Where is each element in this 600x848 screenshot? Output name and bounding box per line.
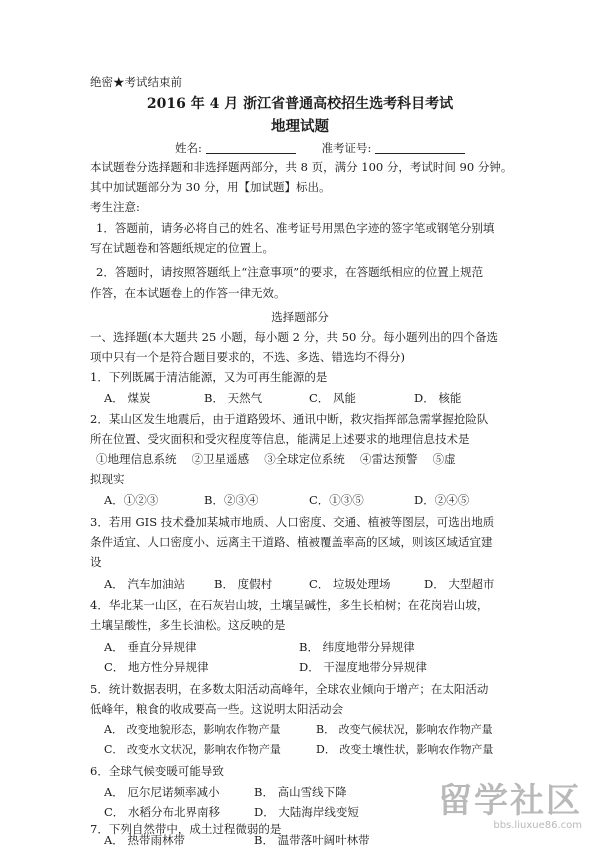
q3-option-b: B． 度假村 [214, 577, 273, 591]
q4-stem-1: 4．华北某一山区，在石灰岩山坡，土壤呈碱性，多生长柏树；在花岗岩山坡， [90, 598, 489, 612]
q7-options-row-1 [104, 833, 370, 847]
watermark-url: bbs.liuxue86.com [493, 820, 582, 831]
q3-option-d: D． 大型超市 [424, 577, 495, 591]
name-blank [206, 141, 296, 154]
q6-stem: 6．全球气候变暖可能导致 [90, 764, 224, 778]
q2-items-2: 拟现实 [90, 472, 125, 486]
q3-stem-2: 条件适宜、人口密度小、远离主干道路、植被覆盖率高的区域，则该区域适宜建 [90, 535, 493, 549]
q4-options-row-1 [104, 637, 415, 657]
q5-stem-1: 5．统计数据表明，在多数太阳活动高峰年，全球农业倾向于增产；在太阳活动 [90, 682, 489, 696]
note-2-line-2: 作答，在本试题卷上的作答一律无效。 [90, 286, 286, 300]
note-1-line-2: 写在试题卷和答题纸规定的位置上。 [90, 241, 274, 255]
watermark-logo: 留学社区 [438, 781, 582, 821]
q2-stem-2: 所在位置、受灾面积和受灾程度等信息，能满足上述要求的地理信息技术是 [90, 432, 470, 446]
q3-option-a: A． 汽车加油站 [104, 577, 185, 591]
q5-option-c: C． 改变水文状况，影响农作物产量 [104, 743, 281, 756]
q1-options [104, 388, 461, 408]
name-id-row [175, 138, 475, 158]
q2-options [104, 490, 469, 510]
exam-title: 2016 年 4 月 浙江省普通高校招生选考科目考试 [146, 96, 454, 112]
id-label: 准考证号: [321, 141, 372, 155]
note-2-line-1: 2．答题时，请按照答题纸上“注意事项”的要求，在答题纸相应的位置上规范 [96, 265, 484, 279]
q4-option-d: D． 干湿度地带分异规律 [299, 660, 427, 674]
q4-options-row-2 [104, 657, 427, 677]
q4-option-a: A． 垂直分异规律 [104, 640, 197, 654]
note-1-line-1: 1．答题前，请务必将自己的姓名、准考证号用黑色字迹的签字笔或钢笔分别填 [96, 221, 495, 235]
q6-option-b: B． 高山雪线下降 [254, 785, 347, 799]
q7-stem: 7．下列自然带中，成土过程微弱的是 [90, 822, 282, 836]
q5-option-d: D． 改变土壤性状，影响农作物产量 [316, 743, 494, 756]
q6-option-d: D． 大陆海岸线变短 [254, 805, 359, 819]
section-intro-1: 一、选择题(本大题共 25 小题，每小题 2 分，共 50 分。每小题列出的四个备选 [90, 330, 498, 344]
q2-items-1: ①地理信息系统 ②卫星遥感 ③全球定位系统 ④雷达预警 ⑤虚 [96, 452, 456, 466]
q2-option-d: D．②④⑤ [414, 493, 470, 507]
q4-stem-2: 土壤呈酸性，多生长油松。这反映的是 [90, 618, 286, 632]
q3-options [104, 574, 494, 594]
secret-label: 绝密★考试结束前 [90, 75, 182, 89]
q6-options-row-1 [104, 782, 347, 802]
q7-option-a: A． 热带雨林带 [104, 833, 185, 847]
q6-option-a: A． 厄尔尼诺频率减小 [104, 785, 220, 799]
q4-option-c: C． 地方性分异规律 [104, 660, 209, 674]
q1-option-c: C． 风能 [309, 391, 356, 405]
section-intro-2: 项中只有一个是符合题目要求的，不选、多选、错选均不得分) [90, 350, 405, 364]
name-label: 姓名: [175, 141, 202, 155]
notes-heading: 考生注意: [90, 200, 140, 214]
q1-stem: 1．下列既属于清洁能源，又为可再生能源的是 [90, 370, 328, 384]
q3-stem-3: 设 [90, 555, 102, 569]
q5-option-a: A． 改变地貌形态，影响农作物产量 [104, 723, 281, 736]
intro-line-2: 其中加试题部分为 30 分，用【加试题】标出。 [90, 180, 331, 194]
q4-option-b: B． 纬度地带分异规律 [299, 640, 415, 654]
q1-option-b: B． 天然气 [204, 391, 263, 405]
q2-option-a: A．①②③ [104, 493, 159, 507]
q5-stem-2: 低峰年，粮食的收成要高一些。这说明太阳活动会 [90, 702, 343, 716]
q2-stem-1: 2．某山区发生地震后，由于道路毁坏、通讯中断，救灾指挥部急需掌握抢险队 [90, 412, 489, 426]
q5-options-row-1 [104, 720, 493, 740]
q2-option-c: C．①③⑤ [309, 493, 364, 507]
q3-stem-1: 3．若用 GIS 技术叠加某城市地质、人口密度、交通、植被等图层，可选出地质 [90, 515, 495, 529]
exam-subtitle: 地理试题 [271, 118, 329, 135]
q1-option-d: D． 核能 [414, 391, 462, 405]
q6-option-c: C． 水稻分布北界南移 [104, 805, 220, 819]
q7-option-b: B． 温带落叶阔叶林带 [254, 833, 370, 847]
section-part-title: 选择题部分 [271, 310, 329, 324]
q1-option-a: A． 煤炭 [104, 391, 151, 405]
q5-option-b: B． 改变气候状况，影响农作物产量 [316, 723, 493, 736]
id-blank [375, 141, 465, 154]
site-watermark [432, 782, 582, 838]
intro-line-1: 本试题卷分选择题和非选择题两部分，共 8 页，满分 100 分，考试时间 90 分钟。 [90, 160, 513, 174]
q3-option-c: C． 垃圾处理场 [309, 577, 391, 591]
q5-options-row-2 [104, 740, 493, 760]
q2-option-b: B．②③④ [204, 493, 259, 507]
